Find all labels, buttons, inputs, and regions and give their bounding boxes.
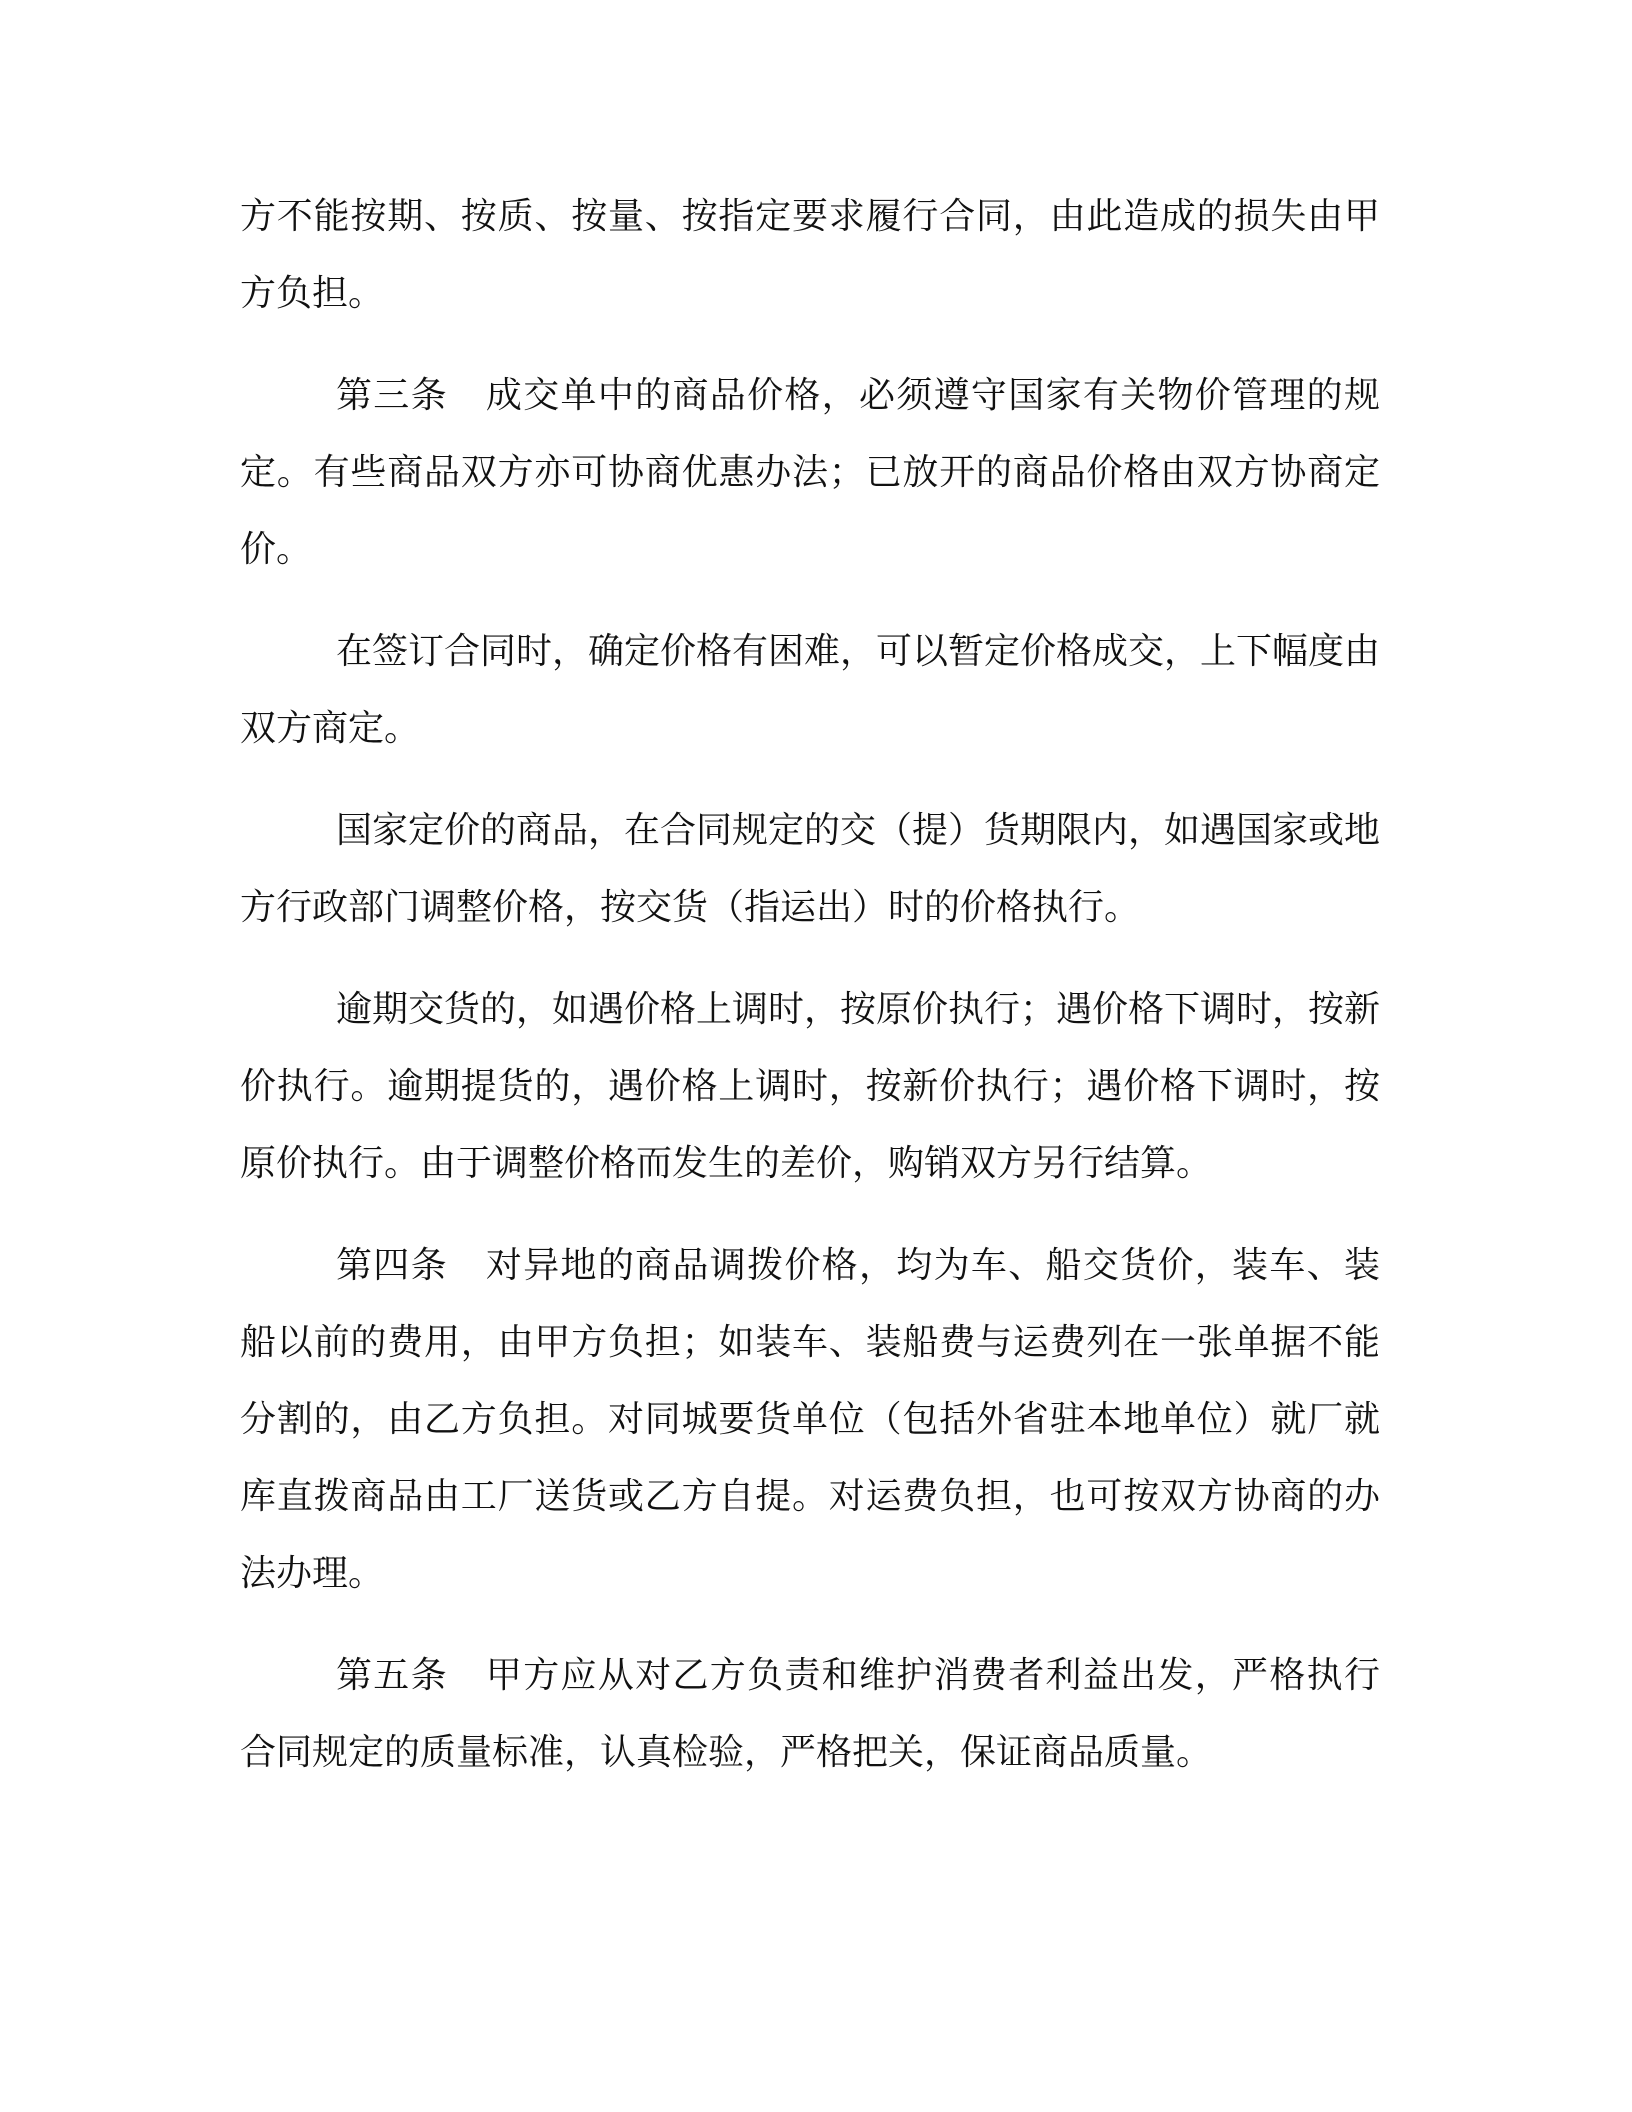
article-number: 第四条: [336, 1245, 448, 1286]
paragraph-text: 方不能按期、按质、按量、按指定要求履行合同，由此造成的损失由甲方负担。: [240, 196, 1380, 314]
paragraph-article-4: [240, 1227, 1380, 1612]
paragraph-text: 在签订合同时，确定价格有困难，可以暂定价格成交，上下幅度由双方商定。: [240, 631, 1381, 749]
paragraph-text: 成交单中的商品价格，必须遵守国家有关物价管理的规定。有些商品双方亦可协商优惠办法；已放开的商品价格由双方协商定价。: [240, 375, 1380, 570]
paragraph-tentative-price: [240, 613, 1380, 767]
paragraph-text: 逾期交货的，如遇价格上调时，按原价执行；遇价格下调时，按新价执行。逾期提货的，遇价格上调时，按新价执行；遇价格下调时，按原价执行。由于调整价格而发生的差价，购销双方另行结算。: [240, 989, 1381, 1184]
article-number: 第五条: [336, 1655, 448, 1696]
paragraph-overdue: [240, 971, 1380, 1202]
paragraph-article-3: [240, 357, 1380, 588]
paragraph-text: 甲方应从对乙方负责和维护消费者利益出发，严格执行合同规定的质量标准，认真检验，严格把关，保证商品质量。: [240, 1655, 1380, 1773]
contract-body: [240, 178, 1380, 1816]
paragraph-article-5: [240, 1637, 1380, 1791]
paragraph-text: 国家定价的商品，在合同规定的交（提）货期限内，如遇国家或地方行政部门调整价格，按交货（指运出）时的价格执行。: [240, 810, 1381, 928]
article-number: 第三条: [336, 375, 448, 416]
paragraph-text: 对异地的商品调拨价格，均为车、船交货价，装车、装船以前的费用，由甲方负担；如装车、装船费与运费列在一张单据不能分割的，由乙方负担。对同城要货单位（包括外省驻本地单位）就厂就库直拨商品由工厂送货或乙方自提。对运费负担，也可按双方协商的办法办理。: [240, 1245, 1380, 1594]
paragraph-continuation: [240, 178, 1380, 332]
paragraph-state-price: [240, 792, 1380, 946]
